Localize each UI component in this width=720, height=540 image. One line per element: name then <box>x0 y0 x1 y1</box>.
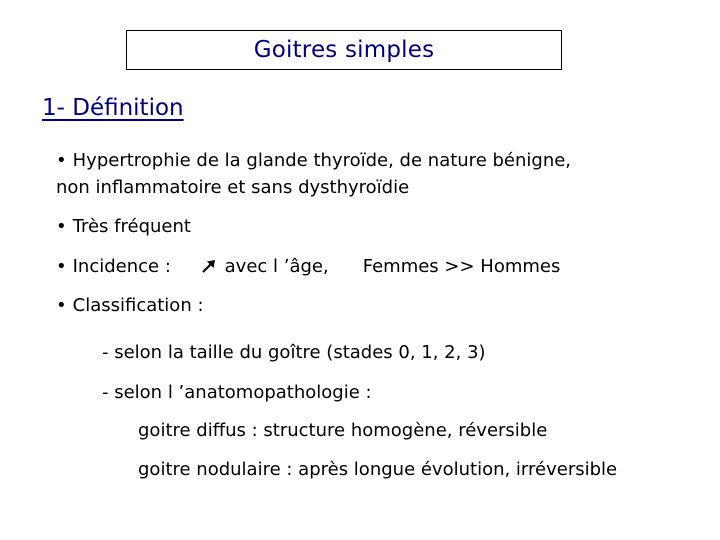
bullet: • <box>56 256 67 277</box>
arrow-up-right-icon <box>201 258 217 274</box>
classification-item-2: - selon l ’anatomopathologie : <box>102 382 372 403</box>
definition-text-1: Hypertrophie de la glande thyroïde, de nature bénigne, <box>72 150 572 171</box>
classification-sub-2: goitre nodulaire : après longue évolution, irréversible <box>138 459 618 480</box>
slide-title-box <box>126 30 562 70</box>
classification-line <box>56 295 204 317</box>
frequency-text: Très fréquent <box>72 216 191 237</box>
slide-title: Goitres simples <box>253 37 435 63</box>
frequency-line <box>56 216 191 238</box>
definition-line-1 <box>56 150 571 172</box>
incidence-line <box>56 256 560 278</box>
incidence-sex-text: Femmes >> Hommes <box>362 256 561 277</box>
definition-line-2: non inflammatoire et sans dysthyroïdie <box>56 177 410 198</box>
bullet: • <box>56 295 67 316</box>
section-heading: 1- Définition <box>42 95 184 121</box>
classification-label: Classification : <box>72 295 204 316</box>
classification-sub-1: goitre diffus : structure homogène, réversible <box>138 420 548 441</box>
bullet: • <box>56 150 67 171</box>
incidence-age-text: avec l ’âge, <box>224 256 329 277</box>
classification-item-1: - selon la taille du goître (stades 0, 1, 2, 3) <box>102 342 486 363</box>
incidence-label: Incidence : <box>72 256 171 277</box>
bullet: • <box>56 216 67 237</box>
